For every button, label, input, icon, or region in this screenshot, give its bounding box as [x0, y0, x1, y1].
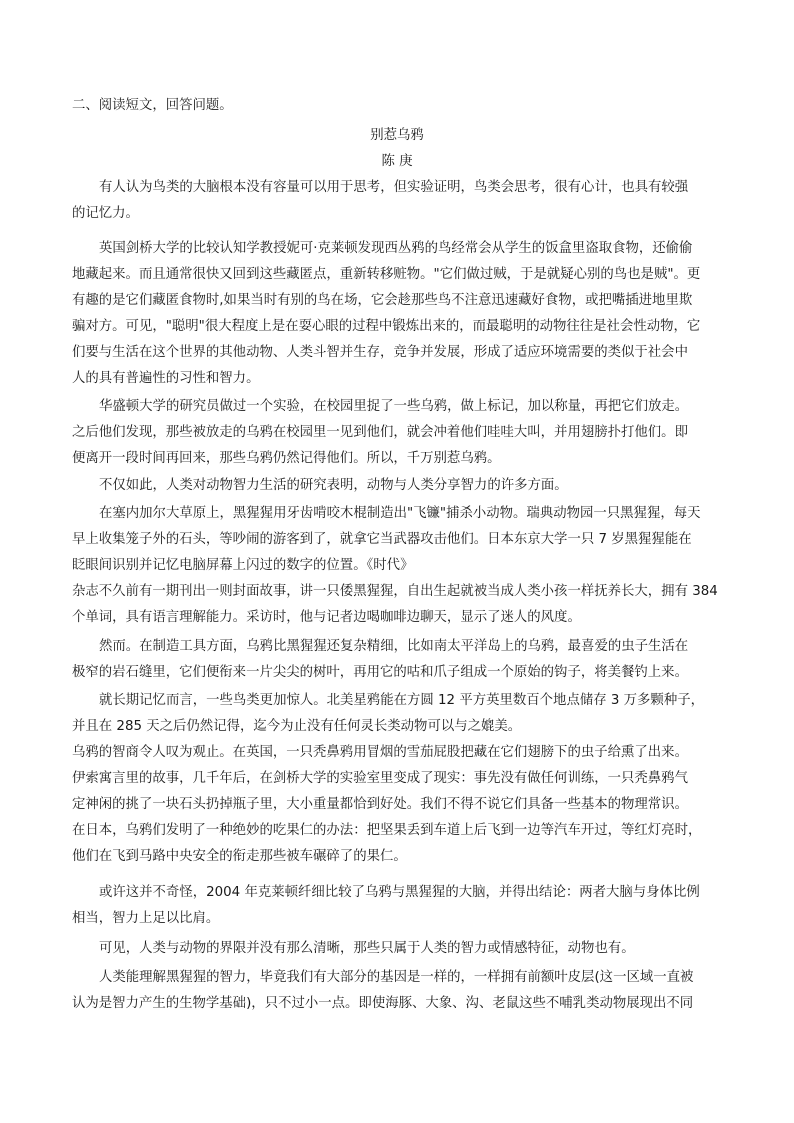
- text-line: 伊索寓言里的故事，几千年后，在剑桥大学的实验室里变成了现实：事先没有做任何训练，一只秃鼻鸦气: [72, 771, 688, 786]
- text-line: 定神闲的挑了一块石头扔掉瓶子里，大小重量都恰到好处。我们不得不说它们具备一些基本的物理常识。: [72, 797, 688, 812]
- text-line: 在塞内加尔大草原上，黑猩猩用牙齿啃咬木棍制造出"飞镰"捕杀小动物。瑞典动物园一只黑猩猩，每天: [99, 506, 701, 521]
- text-line: 并且在 285 天之后仍然记得，迄今为止没有任何灵长类动物可以与之媲美。: [72, 719, 522, 734]
- text-line: 英国剑桥大学的比较认知学教授妮可·克莱顿发现西丛鸦的鸟经常会从学生的饭盒里盗取食物，还偷偷: [99, 241, 693, 256]
- text-line: 相当，智力上足以比肩。: [72, 911, 220, 926]
- text-line: 有趣的是它们藏匿食物时,如果当时有别的鸟在场，它会趁那些鸟不注意迅速藏好食物，或把嘴插进地里欺: [72, 293, 693, 308]
- text-line: 有人认为鸟类的大脑根本没有容量可以用于思考，但实验证明，鸟类会思考，很有心计，也具有较强: [99, 180, 689, 195]
- text-line: 华盛顿大学的研究员做过一个实验，在校园里捉了一些乌鸦，做上标记，加以称量，再把它们放走。: [99, 399, 689, 414]
- article-author: 陈 庚: [381, 154, 413, 169]
- article-title: 别惹乌鸦: [370, 128, 424, 143]
- text-line: 早上收集笼子外的石头，等吵闹的游客到了，就拿它当武器攻击他们。日本东京大学一只 7 岁黑猩猩能在: [72, 532, 692, 547]
- text-line: 们要与生活在这个世界的其他动物、人类斗智并生存，竞争并发展，形成了适应环境需要的类似于社会中: [72, 345, 688, 360]
- text-line: 可见，人类与动物的界限并没有那么清晰，那些只属于人类的智力或情感特征，动物也有。: [99, 941, 635, 956]
- text-line: 个单词，具有语言理解能力。采访时，他与记者边喝咖啡边聊天，显示了迷人的风度。: [72, 610, 581, 625]
- text-line: 眨眼间识别并记忆电脑屏幕上闪过的数字的位置。《时代》: [72, 558, 414, 573]
- section-heading: 二、阅读短文，回答问题。: [72, 98, 233, 113]
- text-line: 然而。在制造工具方面，乌鸦比黑猩猩还复杂精细，比如南太平洋岛上的乌鸦，最喜爱的虫子生活在: [99, 639, 689, 654]
- text-line: 骗对方。可见，"聪明"很大程度上是在耍心眼的过程中锻炼出来的，而最聪明的动物往往是社会性动物，它: [72, 319, 701, 334]
- text-line: 人的具有普遍性的习性和智力。: [72, 371, 260, 386]
- text-line: 的记忆力。: [72, 206, 139, 221]
- text-line: 人类能理解黑猩猩的智力，毕竟我们有大部分的基因是一样的，一样拥有前额叶皮层(这一区域一直被: [99, 970, 694, 985]
- text-line: 他们在飞到马路中央安全的衔走那些被车碾碎了的果仁。: [72, 849, 407, 864]
- text-line: 便离开一段时间再回来，那些乌鸦仍然记得他们。所以，千万别惹乌鸦。: [72, 451, 501, 466]
- text-line: 杂志不久前有一期刊出一则封面故事，讲一只倭黑猩猩，自出生起就被当成人类小孩一样抚养长大，拥有 384: [72, 584, 718, 599]
- text-line: 之后他们发现，那些被放走的乌鸦在校园里一见到他们，就会冲着他们哇哇大叫，并用翅膀扑打他们。即: [72, 425, 688, 440]
- text-line: 乌鸦的智商令人叹为观止。在英国，一只秃鼻鸦用冒烟的雪茄屁股把藏在它们翅膀下的虫子给熏了出来。: [72, 745, 688, 760]
- text-line: 极窄的岩石缝里，它们便衔来一片尖尖的树叶，再用它的咕和爪子组成一个原始的钩子，将美餐钓上来。: [72, 665, 688, 680]
- text-line: 在日本，乌鸦们发明了一种绝妙的吃果仁的办法：把坚果丢到车道上后飞到一边等汽车开过，等红灯亮时，: [72, 823, 702, 838]
- text-line: 地藏起来。而且通常很快又回到这些藏匿点，重新转移赃物。"它们做过贼，于是就疑心别的鸟也是贼"。更: [72, 267, 701, 282]
- text-line: 就长期记忆而言，一些鸟类更加惊人。北美星鸦能在方圆 12 平方英里数百个地点储存 3 万多颗种子，: [99, 693, 704, 708]
- text-line: 或许这并不奇怪，2004 年克莱顿纤细比较了乌鸦与黑猩猩的大脑，并得出结论：两者大脑与身体比例: [99, 885, 700, 900]
- text-line: 不仅如此，人类对动物智力生活的研究表明，动物与人类分享智力的许多方面。: [99, 478, 568, 493]
- text-line: 认为是智力产生的生物学基础)，只不过小一点。即使海豚、大象、沟、老鼠这些不哺乳类动物展现出不同: [72, 996, 694, 1011]
